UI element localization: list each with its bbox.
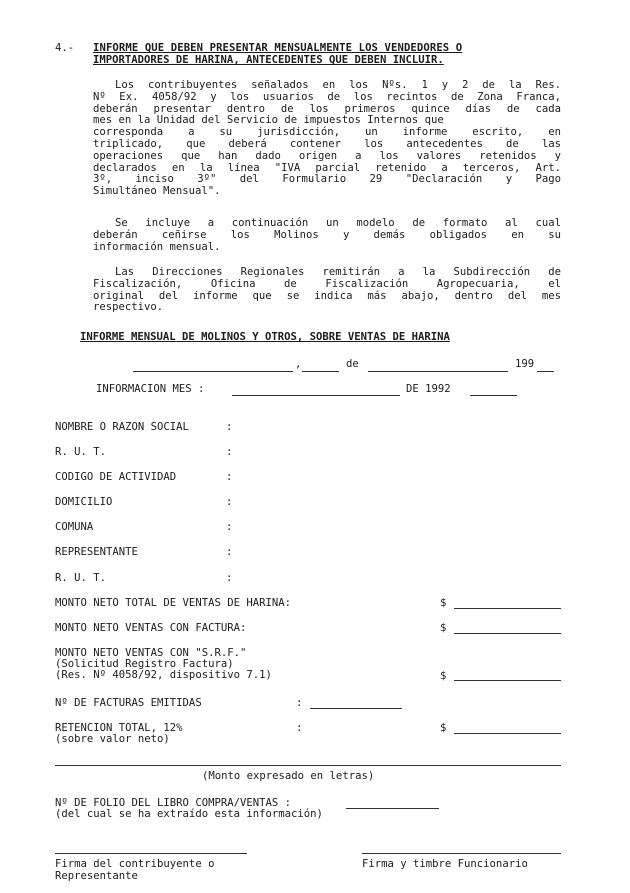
firma-contribuyente-label-2: Representante	[55, 870, 138, 882]
retencion-line[interactable]	[454, 733, 561, 734]
retencion-currency: $	[440, 722, 447, 734]
field-representante-colon: :	[226, 546, 233, 558]
info-mes-year: DE 1992	[406, 383, 451, 395]
field-rut-representante-label: R. U. T.	[55, 572, 107, 584]
info-mes-label: INFORMACION MES :	[96, 383, 205, 395]
field-comuna-label: COMUNA	[55, 521, 94, 533]
paragraph-line: declarados en la línea "IVA parcial retenido a terceros, Art.	[93, 161, 561, 174]
field-codigo-colon: :	[226, 471, 233, 483]
monto-srf-label-1: MONTO NETO VENTAS CON "S.R.F."	[55, 647, 247, 659]
field-nombre-colon: :	[226, 421, 233, 433]
paragraph-3	[93, 267, 561, 314]
date-place-line[interactable]	[133, 371, 293, 372]
paragraph-line: información mensual.	[93, 240, 221, 253]
field-nombre-label: NOMBRE O RAZON SOCIAL	[55, 421, 189, 433]
monto-factura-label: MONTO NETO VENTAS CON FACTURA:	[55, 622, 247, 634]
firma-funcionario-label: Firma y timbre Funcionario	[362, 858, 528, 870]
monto-total-currency: $	[440, 597, 447, 609]
paragraph-line: triplicado, que deberá contener los antecedentes de las	[93, 137, 561, 150]
section-number: 4.-	[55, 42, 75, 54]
monto-srf-line[interactable]	[454, 680, 561, 681]
monto-letras-caption: (Monto expresado en letras)	[202, 770, 375, 782]
firma-contribuyente-line[interactable]	[55, 853, 247, 854]
monto-letras-line[interactable]	[55, 765, 561, 766]
info-mes-year-line[interactable]	[470, 395, 517, 396]
paragraph-line: Los contribuyentes señalados en los Nºs. 1 y 2 de la Res.	[115, 79, 561, 91]
paragraph-2	[93, 218, 561, 253]
field-codigo-label: CODIGO DE ACTIVIDAD	[55, 471, 177, 483]
folio-note: (del cual se ha extraído esta información)	[55, 808, 323, 820]
facturas-colon: :	[296, 697, 303, 709]
date-de-label: de	[346, 358, 359, 370]
date-comma: ,	[295, 358, 302, 370]
monto-factura-currency: $	[440, 622, 447, 634]
monto-srf-currency: $	[440, 670, 447, 682]
paragraph-line: deberán ceñirse los Molinos y demás obligados en su	[93, 228, 561, 241]
facturas-line[interactable]	[310, 708, 402, 709]
monto-srf-label-3: (Res. Nº 4058/92, dispositivo 7.1)	[55, 669, 272, 681]
paragraph-line: Se incluye a continuación un modelo de formato al cual	[115, 217, 561, 229]
paragraph-line: original del informe que se indica más abajo, dentro del mes	[93, 289, 561, 302]
paragraph-line: deberán presentar dentro de los primeros quince días de cada	[93, 102, 561, 115]
paragraph-line: operaciones que han dado origen a los valores retenidos y	[93, 149, 561, 162]
field-rut-label: R. U. T.	[55, 446, 107, 458]
monto-srf-label-2: (Solicitud Registro Factura)	[55, 658, 234, 670]
monto-total-label: MONTO NETO TOTAL DE VENTAS DE HARINA:	[55, 597, 291, 609]
paragraph-line: Nº Ex. 4058/92 y los usuarios de los recintos de Zona Franca,	[93, 90, 561, 103]
form-title: INFORME MENSUAL DE MOLINOS Y OTROS, SOBRE VENTAS DE HARINA	[80, 331, 450, 343]
paragraph-line: 3º, inciso 3º" del Formulario 29 "Declaración y Pago	[93, 173, 561, 186]
paragraph-line: respectivo.	[93, 301, 164, 314]
date-day-line[interactable]	[302, 371, 339, 372]
paragraph-line: Simultáneo Mensual".	[93, 185, 221, 198]
firma-funcionario-line[interactable]	[362, 853, 561, 854]
paragraph-line: Fiscalización, Oficina de Fiscalización Agropecuaria, el	[93, 277, 561, 290]
date-year-line[interactable]	[537, 371, 554, 372]
field-domicilio-label: DOMICILIO	[55, 496, 113, 508]
retencion-colon: :	[296, 722, 303, 734]
section-title-line-2: IMPORTADORES DE HARINA, ANTECEDENTES QUE DEBEN INCLUIR.	[93, 54, 444, 66]
field-rut-representante-colon: :	[226, 572, 233, 584]
retencion-label-2: (sobre valor neto)	[55, 733, 170, 745]
folio-label: Nº DE FOLIO DEL LIBRO COMPRA/VENTAS :	[55, 797, 291, 809]
firma-contribuyente-label-1: Firma del contribuyente o	[55, 858, 215, 870]
paragraph-1	[93, 80, 561, 198]
date-month-line[interactable]	[368, 371, 508, 372]
section-title-line-1: INFORME QUE DEBEN PRESENTAR MENSUALMENTE LOS VENDEDORES O	[93, 42, 463, 54]
paragraph-line: corresponda a su jurisdicción, un informe escrito, en	[93, 126, 561, 139]
date-year-label: 199	[515, 358, 535, 370]
field-comuna-colon: :	[226, 521, 233, 533]
paragraph-line: Las Direcciones Regionales remitirán a la Subdirección de	[115, 266, 561, 278]
retencion-label-1: RETENCION TOTAL, 12%	[55, 722, 183, 734]
facturas-label: Nº DE FACTURAS EMITIDAS	[55, 697, 202, 709]
field-representante-label: REPRESENTANTE	[55, 546, 138, 558]
monto-factura-line[interactable]	[454, 633, 561, 634]
paragraph-line: mes en la Unidad del Servicio de impuestos Internos que	[93, 114, 444, 127]
field-rut-colon: :	[226, 446, 233, 458]
folio-line[interactable]	[346, 808, 439, 809]
field-domicilio-colon: :	[226, 496, 233, 508]
monto-total-line[interactable]	[454, 608, 561, 609]
info-mes-line[interactable]	[232, 395, 400, 396]
